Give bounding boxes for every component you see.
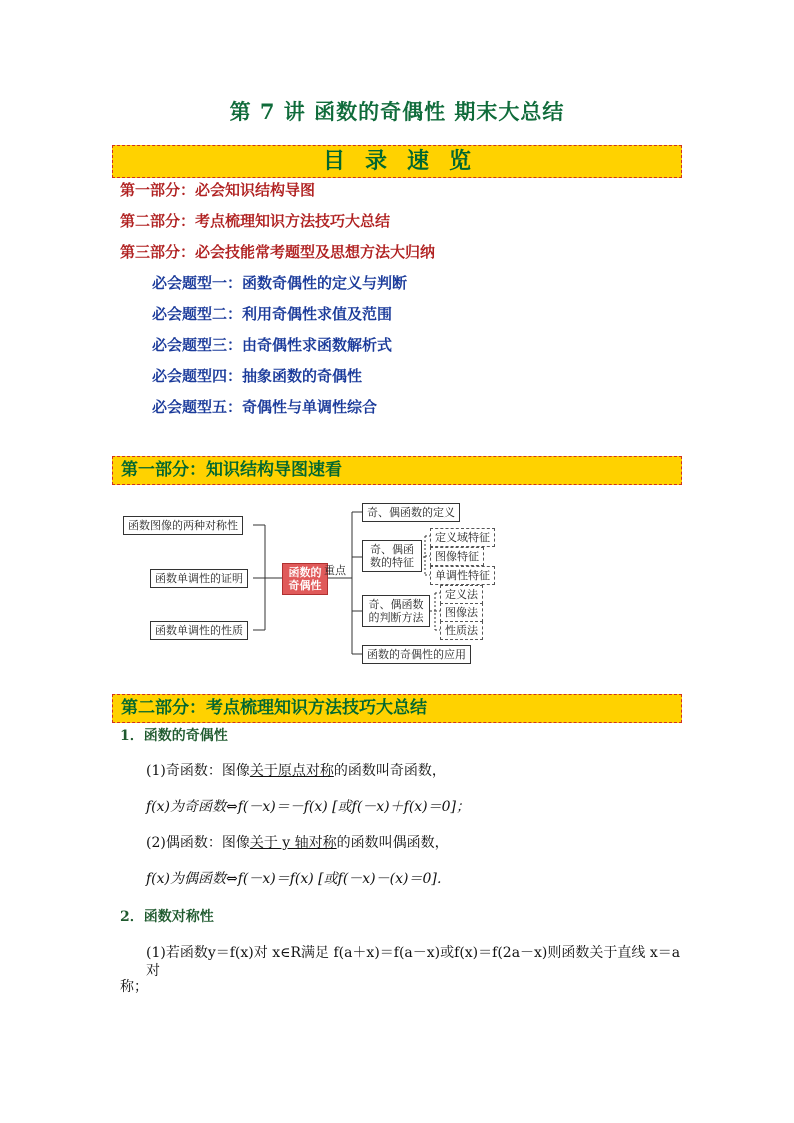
section2-banner	[112, 694, 682, 723]
heading-parity: 1．函数的奇偶性	[120, 728, 228, 744]
toc-type-2[interactable]: 必会题型二：利用奇偶性求值及范围	[152, 305, 393, 323]
even-def-text-a: (2)偶函数：图像	[146, 835, 250, 851]
toc-type-1[interactable]: 必会题型一：函数奇偶性的定义与判断	[152, 274, 408, 292]
mm-right-node-1: 奇、偶函数的定义	[362, 503, 460, 522]
odd-def-underlined: 关于原点对称	[249, 763, 334, 779]
mm-left-node-1: 函数图像的两种对称性	[123, 516, 243, 535]
odd-def-text-a: (1)奇函数：图像	[146, 763, 250, 779]
mm-feature-3: 单调性特征	[430, 566, 495, 585]
section2-banner-label: 第二部分：考点梳理知识方法技巧大总结	[121, 698, 427, 718]
even-def-text-b: 的函数叫偶函数，	[336, 835, 449, 851]
even-function-formula: f(x)为偶函数⇔f(－x)＝f(x) [或f(－x)－(x)＝0]．	[146, 871, 451, 887]
symmetry-line-1: (1)若函数y＝f(x)对 x∈R满足 f(a＋x)＝f(a－x)或f(x)＝f(2a－x)则函数关于直线 x＝a 对	[146, 945, 681, 979]
odd-def-text-b: 的函数叫奇函数，	[333, 763, 446, 779]
toc-type-5[interactable]: 必会题型五：奇偶性与单调性综合	[152, 398, 378, 416]
mm-method-3: 性质法	[440, 621, 483, 640]
mm-right-node-2: 奇、偶函数的特征	[362, 540, 422, 572]
mm-right-node-4: 函数的奇偶性的应用	[362, 645, 471, 664]
page-title: 第 7 讲 函数的奇偶性 期末大总结	[229, 99, 565, 124]
toc-part-3[interactable]: 第三部分：必会技能常考题型及思想方法大归纳	[120, 243, 436, 261]
mm-left-node-3: 函数单调性的性质	[150, 621, 248, 640]
odd-function-formula: f(x)为奇函数⇔f(－x)＝－f(x) [或f(－x)＋f(x)＝0]；	[146, 799, 471, 815]
toc-type-4[interactable]: 必会题型四：抽象函数的奇偶性	[152, 367, 363, 385]
mm-center-node: 函数的奇偶性	[282, 563, 328, 595]
section1-banner-label: 第一部分：知识结构导图速看	[121, 460, 342, 480]
toc-type-3[interactable]: 必会题型三：由奇偶性求函数解析式	[152, 336, 393, 354]
mm-feature-1: 定义域特征	[430, 528, 495, 547]
toc-banner-label: 目录速览	[322, 148, 491, 174]
mm-edge-label: 重点	[324, 564, 346, 577]
mm-left-node-2: 函数单调性的证明	[150, 569, 248, 588]
even-def-underlined: 关于 y 轴对称	[249, 835, 337, 851]
heading-symmetry: 2．函数对称性	[120, 909, 214, 925]
odd-function-definition	[146, 762, 446, 780]
even-function-definition	[146, 834, 449, 852]
toc-part-1[interactable]: 第一部分：必会知识结构导图	[120, 181, 316, 199]
mm-method-1: 定义法	[440, 585, 483, 604]
mm-method-2: 图像法	[440, 603, 483, 622]
toc-part-2[interactable]: 第二部分：考点梳理知识方法技巧大总结	[120, 212, 391, 230]
symmetry-line-2: 称；	[120, 979, 148, 995]
mm-right-node-3: 奇、偶函数的判断方法	[362, 595, 430, 627]
mm-feature-2: 图像特征	[430, 547, 484, 566]
